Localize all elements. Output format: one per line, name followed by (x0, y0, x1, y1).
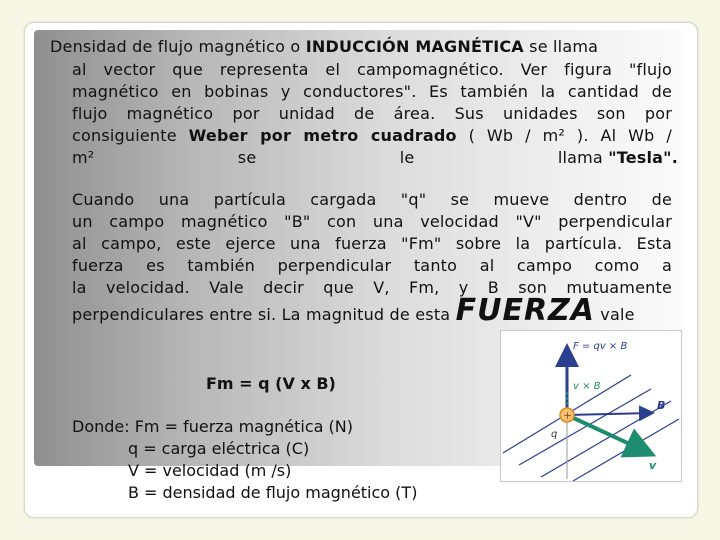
para2-line1: Cuando una partícula cargada "q" se mueve dentro de (72, 190, 672, 209)
force-formula: Fm = q (V x B) (206, 374, 336, 393)
para1-line3: magnético en bobinas y conductores". Es también la cantidad de (72, 82, 672, 101)
term-weber: Weber por metro cuadrado (188, 126, 457, 145)
para1-line2: al vector que representa el campomagnético. Ver figura "flujo (72, 60, 672, 79)
para2-line5: la velocidad. Vale decir que V, Fm, y B son mutuamente (72, 278, 672, 297)
field-line (519, 389, 651, 465)
para1-text: llama "Tesla". (557, 148, 678, 167)
para1-line1 (50, 36, 672, 58)
lorentz-force-diagram (500, 330, 682, 482)
label-b: B (657, 399, 666, 412)
term-tesla: "Tesla". (608, 148, 678, 167)
label-vxb: v × B (573, 381, 601, 392)
label-v: v (649, 459, 657, 472)
term-induccion: INDUCCIÓN MAGNÉTICA (305, 37, 524, 56)
label-q: q (551, 429, 558, 440)
para2-text: vale (595, 305, 635, 324)
para1-line4: flujo magnético por unidad de área. Sus unidades son por (72, 104, 672, 123)
para2-line4: fuerza es también perpendicular tanto al campo como a (72, 256, 672, 275)
para1-text: se llama (523, 37, 599, 56)
para1-text: consiguiente (72, 126, 189, 145)
plus-icon: + (563, 409, 573, 422)
definition-fm: Donde: Fm = fuerza magnética (N) (72, 417, 353, 436)
b-vector (567, 413, 651, 415)
para2-line3: al campo, este ejerce una fuerza "Fm" sobre la partícula. Esta (72, 234, 672, 253)
para1-text: se (237, 148, 257, 167)
term-fuerza: FUERZA (455, 293, 596, 328)
para1-text: ( Wb / m² ). Al Wb / (456, 126, 672, 145)
para2-line2: un campo magnético "B" con una velocidad "V" perpendicular (72, 212, 672, 231)
definitions-list (72, 416, 417, 504)
para1-text: Densidad de flujo magnético o (50, 37, 306, 56)
definition-q: q = carga eléctrica (C) (72, 439, 310, 458)
para1-text: le (399, 148, 415, 167)
para1-text: m² (72, 148, 95, 167)
para1-line6 (72, 147, 678, 169)
para1-line5 (72, 125, 672, 147)
para2-text: perpendiculares entre si. La magnitud de esta (72, 305, 456, 324)
definition-b: B = densidad de flujo magnético (T) (72, 483, 418, 502)
field-line (573, 419, 679, 481)
label-force: F = qv × B (573, 341, 628, 352)
vector-diagram-svg (501, 331, 681, 481)
para2-line6 (72, 293, 692, 328)
definition-v: V = velocidad (m /s) (72, 461, 292, 480)
